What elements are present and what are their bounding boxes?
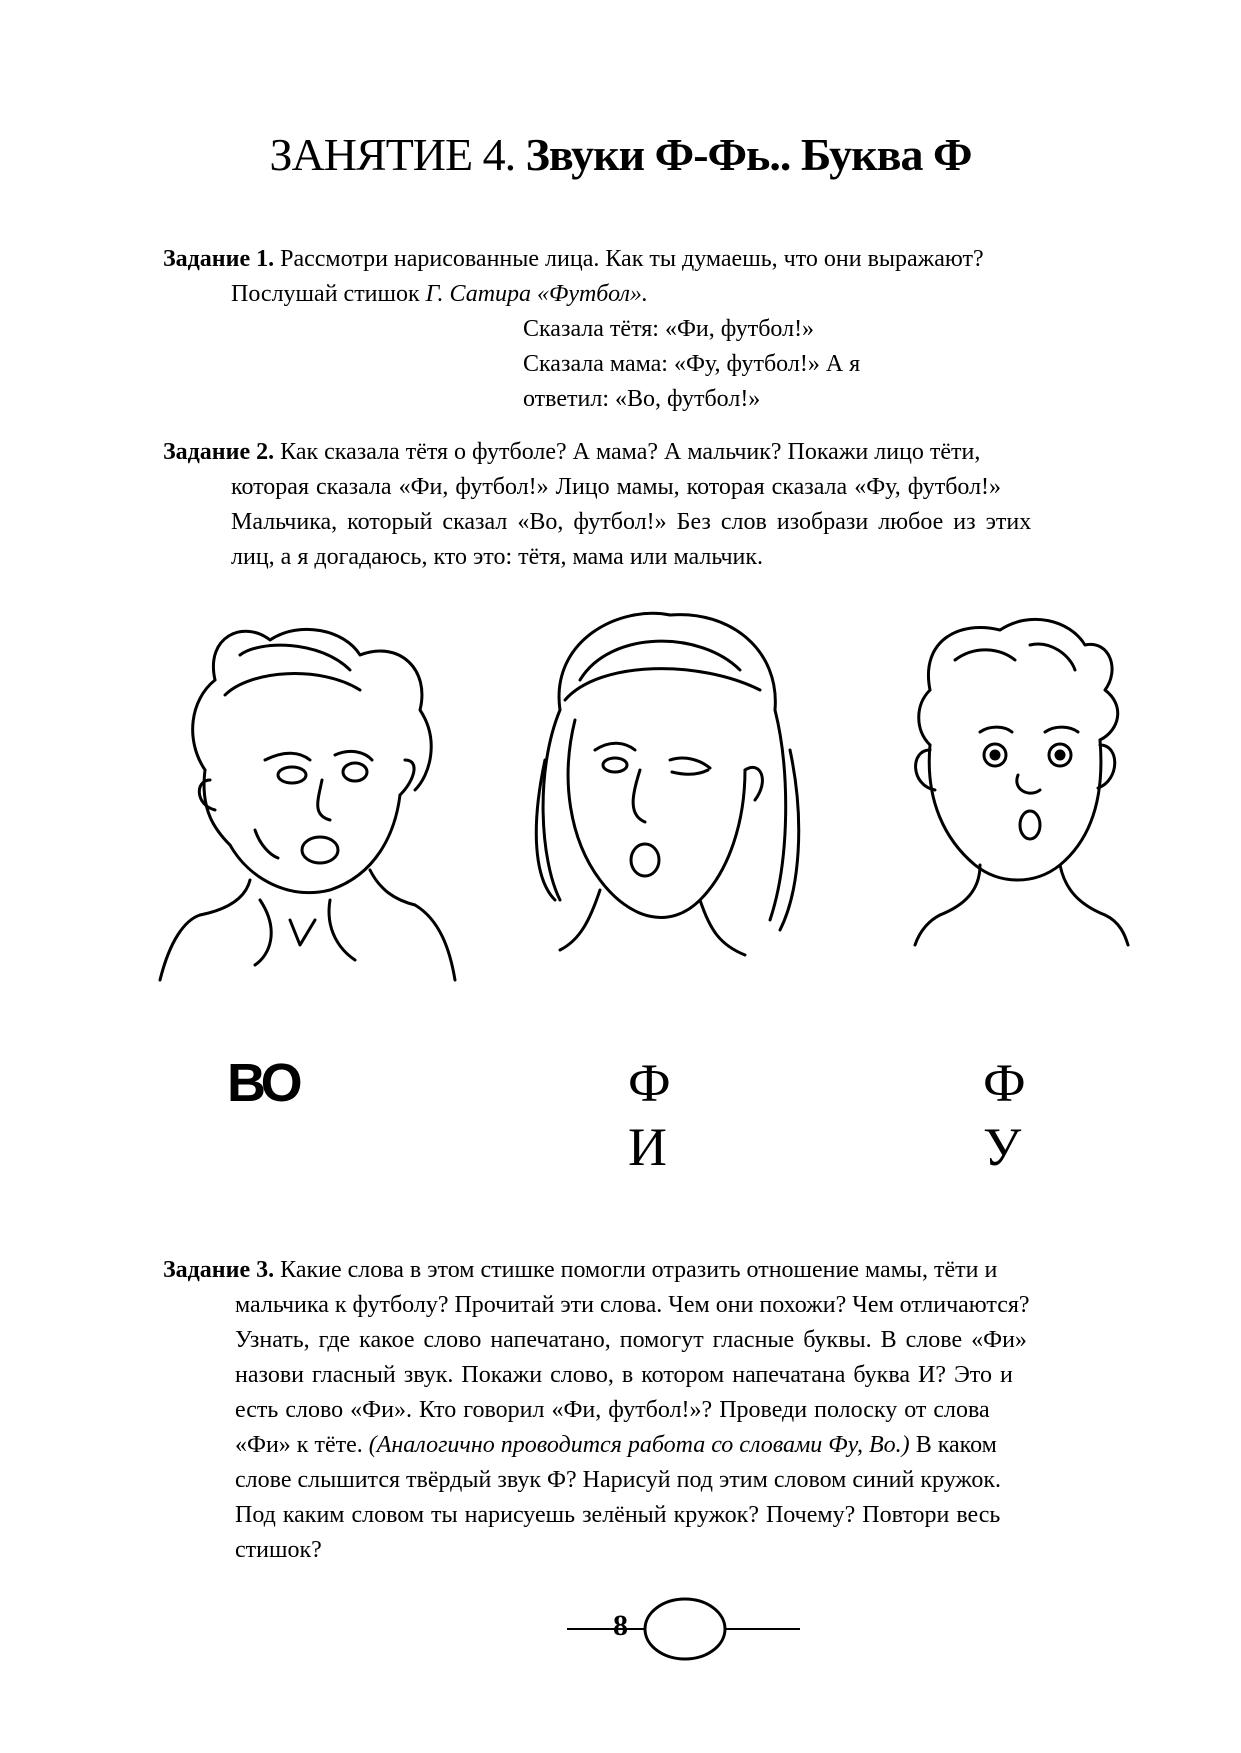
title-bold: Звуки Ф-Фь.. Буква Ф [525,129,972,180]
task2-lead: Задание 2. [163,439,275,465]
task3-line6-b: В каком [909,1432,997,1458]
aunt-face [160,629,455,980]
letters-i: И [628,1117,667,1177]
task3-line6-italic: (Аналогично проводится работа со словами Фу, Во.) [368,1432,910,1458]
task2-line: Как сказала тётя о футболе? А мама? А мальчик? Покажи лицо тёти, [274,439,981,465]
page-number-ornament [0,1587,1241,1671]
task3-line: Узнать, где какое слово напечатано, помогут гласные буквы. В слове «Фи» [235,1327,1027,1353]
task2-line: Мальчика, который сказал «Во, футбол!» Без слов изобрази любое из этих [231,509,1032,535]
task3-line: есть слово «Фи». Кто говорил «Фи, футбол!»? Проведи полоску от слова [235,1397,990,1423]
poem-line: ответил: «Во, футбол!» [523,386,761,412]
task1-first-line [163,242,1163,277]
letters-f-col3: Ф [983,1053,1026,1113]
task3-line: назови гласный звук. Покажи слово, в котором напечатана буква И? Это и [235,1362,1013,1388]
task1-second-line [231,277,648,312]
task3-line: Какие слова в этом стишке помогли отразить отношение мамы, тёти и [274,1257,998,1283]
task3-line: стишок? [235,1537,322,1563]
boy-face [915,619,1128,945]
task2-line: лиц, а я догадаюсь, кто это: тётя, мама или мальчик. [231,544,764,570]
task3-line: слове слышится твёрдый звук Ф? Нарисуй под этим словом синий кружок. [235,1467,1002,1493]
task3-lead: Задание 3. [163,1257,275,1283]
task1-lead: Задание 1. [163,246,275,272]
task2-line: которая сказала «Фи, футбол!» Лицо мамы, которая сказала «Фу, футбол!» [231,474,1002,500]
poem-line: Сказала мама: «Фу, футбол!» А я [523,351,861,377]
page-title [0,128,1241,181]
letters-f-col2: Ф [628,1053,671,1113]
poem-line: Сказала тётя: «Фи, футбол!» [523,316,815,342]
title-plain: ЗАНЯТИЕ 4. [269,129,526,180]
task3-line: мальчика к футболу? Прочитай эти слова. Чем они похожи? Чем отличаются? [235,1292,1030,1318]
page-number: 8 [613,1609,628,1642]
task1-line1: Рассмотри нарисованные лица. Как ты думаешь, что они выражают? [274,246,984,272]
letters-u: У [983,1117,1022,1177]
task3-line: Под каким словом ты нарисуешь зелёный кружок? Почему? Повтори весь [235,1502,1001,1528]
task3-first-line [163,1253,1163,1288]
task1-line2-italic: Г. Сатира «Футбол». [425,281,648,307]
task1-line2-plain: Послушай стишок [231,281,426,307]
letters-vo: ВО [227,1053,299,1113]
task3-line6-a: «Фи» к тёте. [235,1432,369,1458]
task3-line-6 [235,1428,997,1463]
mother-face [536,613,798,955]
task2-first-line [163,435,1163,470]
poem [523,312,860,417]
faces-illustration [0,600,1241,1020]
